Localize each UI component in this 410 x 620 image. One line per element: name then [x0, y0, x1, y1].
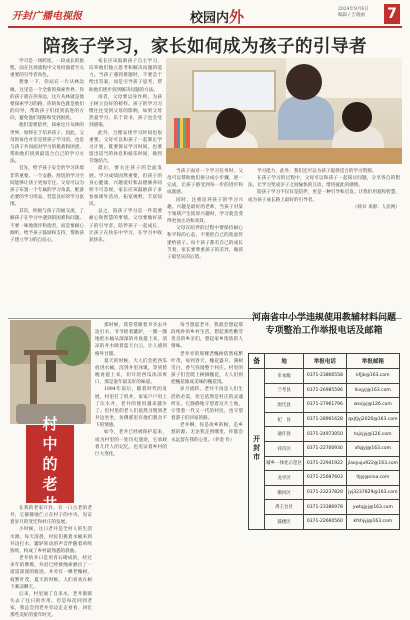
area-cell: 顺河区	[265, 485, 304, 500]
title-character: 井	[42, 495, 58, 513]
area-cell: 通许县	[265, 427, 304, 442]
article1-column-3	[167, 168, 243, 316]
paragraph: 学习能力，此外，我们还可以为孩子提供适合的学习资源。	[257, 169, 377, 174]
phone-cell: 0371-22700930	[304, 441, 347, 456]
phone-cell: 0371-23237829	[304, 485, 347, 500]
table-row	[249, 471, 400, 486]
phone-cell: 0371-28961628	[304, 412, 347, 427]
table-row	[249, 383, 400, 398]
header-cell: 举报电话	[304, 354, 347, 369]
paragraph: 如今，老井已经被保护起来，成为村里的一处历史遗迹，它承载着几代人的记忆，也见证着乡村的巨大变化。	[95, 430, 167, 457]
email-cell: jyj3237829@163.com	[346, 485, 399, 500]
paragraph: 每当想起老井，我就会想起那段纯朴的乡村生活，想起那些勤劳善良的乡亲们，想起家乡浓浓的人情味。	[171, 323, 243, 350]
paragraph: 老井旁的那棵老槐树依然枝繁叶茂，每到春天，槐花盛开，满树雪白，香气弥漫整个村庄。村里的孩子们会爬上树摘槐花，大人们则把槐花做成美味的槐花饭。	[171, 351, 243, 386]
hotline-table-body	[249, 369, 400, 530]
paragraph: 岁月流转，老井不再是人们生活的必需，但它依然是村庄的灵魂所在。它静静地守望着这片土地，守望着一代又一代的村民，也守望着游子们回家的路。	[171, 387, 243, 422]
article1-photo	[166, 58, 402, 164]
table-header-row	[249, 354, 400, 369]
column-title-accent: 外	[229, 8, 245, 26]
email-cell: lkxjyj@163.com	[346, 383, 399, 398]
title-character: 中	[42, 435, 58, 453]
area-cell: 禹王台区	[265, 500, 304, 515]
well-photo	[10, 320, 91, 424]
paragraph: 在孩子学习的过程中，父母可以和孩子一起探讨问题，分享各自的想法，让学习变成亲子之间愉快的互动，增进彼此的感情。	[248, 176, 400, 189]
table-row	[249, 485, 400, 500]
paragraph: 其次，积极与孩子沟通交流，了解孩子在学习中遇到的困难和问题。不要一味地批评和指责，而是要耐心倾听，给予孩子鼓励和支持，帮助孩子建立学习的自信心。	[10, 209, 84, 243]
header-cell: 备	[249, 354, 265, 369]
email-cell: txjcjyj@126.com	[346, 427, 399, 442]
paragraph: 陪孩子学习不仅仅是陪伴，更是一种引导和启发。让我们用爱和智慧，成为孩子成长路上最好的引导者。	[248, 190, 400, 203]
article2-column-1	[10, 505, 92, 619]
phone-cell: 0371-24973050	[304, 427, 347, 442]
paragraph: 夏天的时候，大人们会把西瓜放进水桶，沉到井里冰镇，等到傍晚再提上来，切开的西瓜冰凉爽口，那是童年最美好的味道。	[95, 358, 167, 386]
paragraph: 当孩子面对一个学习任务时，父母可以帮助他们拆分成小步骤，逐一完成，让孩子感受到每一步的进步和成就感。	[167, 169, 243, 196]
table-row	[249, 456, 400, 471]
phone-cell: 0371-23866558	[304, 369, 347, 384]
article1-column-2	[89, 58, 162, 316]
paragraph: 此外，合理安排学习时间也很重要。父母可以和孩子一起制定学习计划，既要保证学习时间，也要留出适当的休息和娱乐时间，做到劳逸结合。	[89, 130, 162, 165]
area-cell: 龙亭区	[265, 471, 304, 486]
phone-cell: 0371-22660560	[304, 514, 347, 529]
article2-title	[26, 415, 74, 513]
column-title-main: 校园内	[190, 11, 230, 26]
email-cell: qxjtjyj2020@163.com	[346, 412, 399, 427]
area-cell: 兰考县	[265, 383, 304, 398]
title-character: 村	[42, 415, 58, 433]
phone-cell: 0371-27961796	[304, 398, 347, 413]
article2-column-3	[171, 322, 243, 595]
column-title	[190, 6, 244, 27]
phone-cell: 0371-25697603	[304, 471, 347, 486]
issue-date	[338, 7, 369, 19]
table-row	[249, 441, 400, 456]
area-cell: 杞 县	[265, 412, 304, 427]
paragraph: 学习是一场跨度，一段成长的旅程，而在这场旅程中父母扮演着至关重要的引导者角色。	[10, 59, 84, 79]
paragraph: 老井的井口是用青石砌成的，经过多年的摩擦，井沿已经被绳索磨出了一道道深深的痕迹。井旁有一棵老槐树，枝繁叶茂，夏天的时候，人们喜欢在树下乘凉聊天。	[10, 556, 92, 590]
title-character: 的	[42, 455, 58, 473]
paragraph: 首先，给予孩子安全的学习环境非常重要。一个安静、舒适的学习空间能够让孩子更加专注。父母可以为孩子布置一个专属的学习角落，配备必要的学习用品，营造良好的学习氛围。	[10, 166, 84, 208]
paragraph: 在我的老家开封，有一口古老的老井，它静静地伫立在村子的中央，见证着岁月的变迁和村庄的发展。	[10, 506, 92, 526]
issue-date-line: 2024年9月6日	[338, 7, 369, 12]
masthead	[8, 4, 402, 28]
hotline-title	[248, 312, 400, 338]
article2-column-2	[95, 322, 167, 595]
phone-cell: 0371-22941922	[304, 456, 347, 471]
paragraph: 再者，父母要以身作则，为孩子树立良好的榜样。孩子的学习习惯往往受到父母的影响，如果父母热爱学习、乐于读书，孩子也会受到感染。	[89, 94, 162, 129]
article-headline: 陪孩子学习，家长如何成为孩子的引导者	[43, 37, 367, 57]
email-cell: kfjjk@163.com	[346, 369, 399, 384]
article1-column-1	[10, 58, 84, 316]
paragraph: 想象一下，你站在一片从林边缘，这里是一个全新的探索世界。你的孩子就在你身边，这片从林就是他要探索学习的路，你的角色就是他们的向导，帮助孩子们找到前进的方向，避免他们迷路和受到困扰。	[10, 80, 84, 122]
email-cell: ywtqjyj@163.com	[346, 500, 399, 515]
table-row	[249, 412, 400, 427]
page-number: 7	[384, 4, 400, 24]
paragraph: 1984年前后，随着时代的发展，村里打了机井，家家户户用上了压水井，老井的使用越来越少了。但村里的老人们依然习惯到老井边坐坐，仿佛那里有他们割舍不下的情感。	[95, 387, 167, 429]
region-cell: 开 封 市	[249, 369, 265, 530]
table-row	[249, 427, 400, 442]
paragraph: 小时候，这口老井是全村人的生活水源。每天清晨，村民们挑着水桶来到井边打水，辘轳转动的声音伴随着鸡鸣狗吠，构成了乡村最熟悉的晨曲。	[10, 527, 92, 554]
paragraph: 总之，陪孩子学习是一件需要耐心和智慧的事情。父母要做好孩子的引导者，陪伴孩子一起成长，让孩子在快乐中学习，在学习中收获快乐。	[89, 209, 162, 243]
newspaper-brand: 开封广播电视报	[12, 11, 82, 22]
hotline-table	[248, 353, 400, 530]
table-row	[249, 500, 400, 515]
paragraph: 同时，注重培养孩子的学习兴趣。兴趣是最好的老师，当孩子对某个领域产生浓厚兴趣时，学习就会变得更加主动和高效。	[167, 197, 243, 225]
title-character: 老	[42, 475, 58, 493]
article1-author: （韩书 来源：人民网）	[352, 204, 400, 210]
email-cell: xfqjyj@163.com	[346, 441, 399, 456]
editor-line: 编辑 / 吉晓丽	[338, 13, 365, 18]
header-cell: 地	[265, 354, 304, 369]
table-row	[249, 398, 400, 413]
email-cell: ltjyj@sina.com	[346, 471, 399, 486]
table-row	[249, 369, 400, 384]
paragraph: 家长应该鼓励孩子自主学习，培养他们独立思考和解决问题的能力。当孩子遇到难题时，不要急于给出答案，而是引导孩子思考，帮助他们逐步找到解决问题的方法。	[89, 59, 162, 93]
phone-cell: 0371-23386978	[304, 500, 347, 515]
area-cell: 鼓楼区	[265, 514, 304, 529]
paragraph: 最后，要关注孩子的全面发展。学习成绩固然重要，但孩子的身心健康、兴趣爱好和品德修养同样不可忽视。家长应该鼓励孩子多参加课外活动，拓宽视野，丰富知识。	[89, 166, 162, 208]
table-row	[249, 514, 400, 529]
article1-column-4	[248, 168, 400, 316]
header-cell: 举报邮箱	[346, 354, 399, 369]
hotline-title-line-2: 专项整治工作举报电话及邮箱	[265, 326, 383, 336]
paragraph: 老井啊，你是故乡的根，是乡愁的源。无论我走到哪里，你都会永远留在我的心里。（李金 作）	[171, 423, 243, 443]
area-cell: 祥符区	[265, 441, 304, 456]
phone-cell: 0371-26985596	[304, 383, 347, 398]
area-cell: 尉氏县	[265, 398, 304, 413]
area-cell: 城乡一体化示范区	[265, 456, 304, 471]
hotline-title-line-1: 河南省中小学违规使用教辅材料问题	[251, 313, 396, 323]
paragraph: 父母在陪伴的过程中要保持耐心和平和的心态，不要把自己的焦虑传递给孩子。每个孩子都有自己的成长节奏，家长要尊重孩子的差异，做孩子最坚实的后盾。	[167, 226, 243, 260]
email-cell: wsxjyj@126.com	[346, 398, 399, 413]
area-cell: 市本级	[265, 369, 304, 384]
email-cell: kfshjyj@163.com	[346, 514, 399, 529]
paragraph: 那时候，我常常跟着爷爷去井边打水。爷爷摇着辘轳，一圈一圈地把水桶从深深的井底提上来，清凉的井水映着蓝天白云，让人感到格外甘甜。	[95, 323, 167, 357]
paragraph: 后来，村里通了自来水，老井渐渐失去了往日的作用。但是每次回到老家，我总会到老井旁边走走看看，回忆那些美好的童年时光。	[10, 591, 92, 619]
email-cell: jiaoyuju922@163.com	[346, 456, 399, 471]
paragraph: 他们需要陪伴，探索这片从林的世界，始终在于培养孩子。因此，父母的角色并非是替孩子学习的，也是与孩子共同面对学习的挑战和困惑，帮助他们找到最适合自己的学习方法。	[10, 123, 84, 165]
